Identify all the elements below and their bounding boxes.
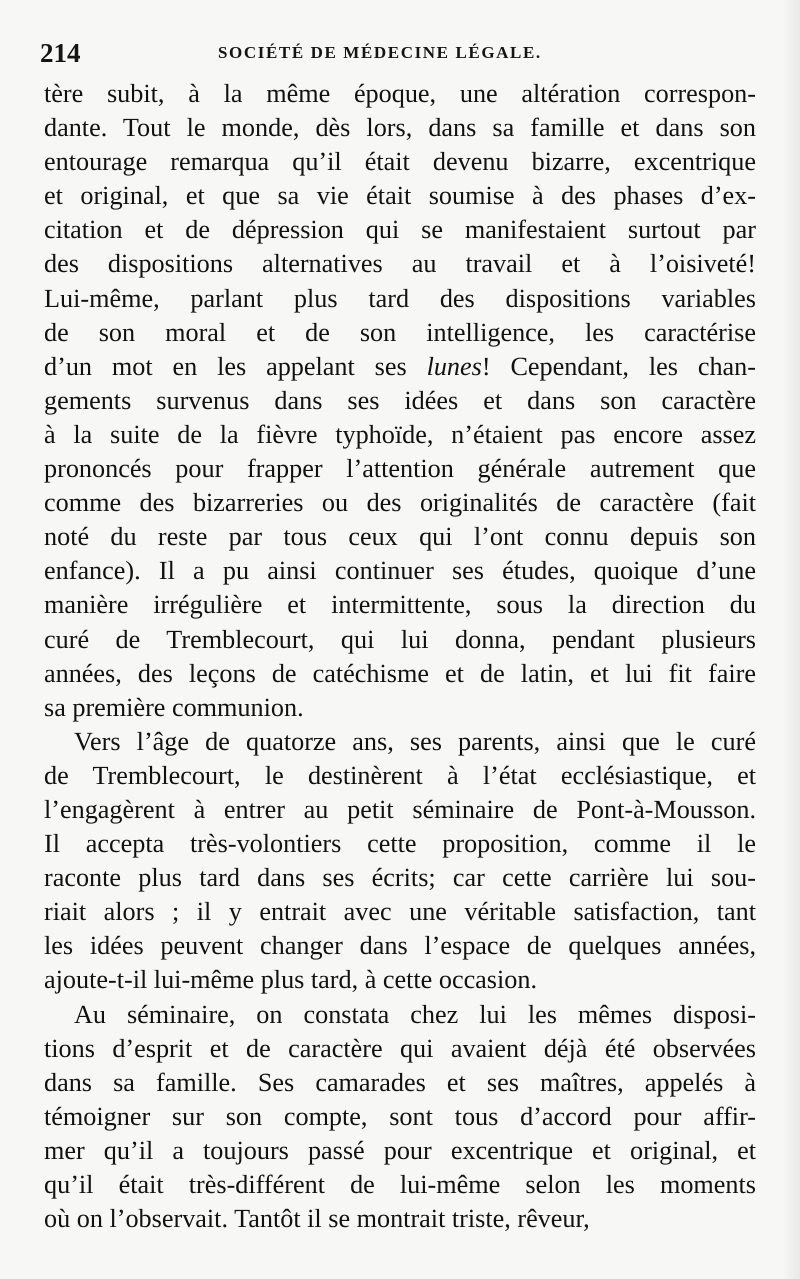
text-line: Lui-même, parlant plus tard des dispositions variables (44, 283, 756, 313)
text-line: de son moral et de son intelligence, les caractérise (44, 317, 756, 347)
text-line: d’un mot en les appelant ses lunes! Cependant, les chan- (44, 351, 756, 381)
text-line: les idées peuvent changer dans l’espace de quelques années, (44, 931, 756, 961)
text-line: ajoute-t-il lui-même plus tard, à cette occasion. (44, 965, 538, 995)
page-edge-shadow (782, 0, 800, 1279)
running-head: SOCIÉTÉ DE MÉDECINE LÉGALE. (218, 43, 542, 62)
text-line: des dispositions alternatives au travail et à l’oisiveté! (44, 249, 756, 279)
text-line: témoigner sur son compte, sont tous d’accord pour affir- (44, 1101, 756, 1131)
body-text (44, 77, 756, 1236)
text-line: gements survenus dans ses idées et dans son caractère (44, 385, 756, 415)
text-line: entourage remarqua qu’il était devenu bizarre, excentrique (44, 147, 756, 177)
paragraph (44, 725, 756, 998)
text-line: l’engagèrent à entrer au petit séminaire de Pont-à-Mousson. (44, 794, 756, 824)
text-line: enfance). Il a pu ainsi continuer ses études, quoique d’une (44, 556, 756, 586)
text-line: noté du reste par tous ceux qui l’ont connu depuis son (44, 522, 756, 552)
text-line: sa première communion. (44, 692, 304, 722)
text-line: Il accepta très-volontiers cette proposition, comme il le (44, 829, 756, 859)
page-number: 214 (40, 38, 81, 68)
text-line: qu’il était très-différent de lui-même selon les moments (44, 1170, 756, 1199)
text-line: et original, et que sa vie était soumise à des phases d’ex- (44, 181, 756, 211)
text-line: à la suite de la fièvre typhoïde, n’étaient pas encore assez (44, 419, 756, 449)
text-line: Vers l’âge de quatorze ans, ses parents, ainsi que le curé (74, 726, 756, 756)
text-line: tère subit, à la même époque, une altération correspon- (44, 79, 756, 108)
text-line: tions d’esprit et de caractère qui avaient déjà été observées (44, 1033, 756, 1063)
text-line: Au séminaire, on constata chez lui les mêmes disposi- (74, 999, 756, 1029)
text-line: raconte plus tard dans ses écrits; car cette carrière lui sou- (44, 863, 756, 893)
text-line: dans sa famille. Ses camarades et ses maîtres, appelés à (44, 1067, 756, 1097)
text-line: de Tremblecourt, le destinèrent à l’état ecclésiastique, et (44, 760, 756, 790)
text-line: prononcés pour frapper l’attention générale autrement que (44, 454, 756, 484)
text-line: curé de Tremblecourt, qui lui donna, pendant plusieurs (44, 624, 756, 654)
text-line: manière irrégulière et intermittente, sous la direction du (44, 590, 756, 620)
paragraph (44, 998, 756, 1237)
text-line: riait alors ; il y entrait avec une véritable satisfaction, tant (44, 897, 756, 927)
text-line: comme des bizarreries ou des originalités de caractère (fait (44, 488, 756, 518)
paragraph (44, 77, 756, 725)
text-line: années, des leçons de catéchisme et de latin, et lui fit faire (44, 658, 756, 688)
text-line: où on l’observait. Tantôt il se montrait triste, rêveur, (44, 1204, 590, 1234)
text-line: citation et de dépression qui se manifestaient surtout par (44, 215, 756, 245)
text-line: mer qu’il a toujours passé pour excentrique et original, et (44, 1135, 756, 1165)
text-line: dante. Tout le monde, dès lors, dans sa famille et dans son (44, 113, 756, 143)
page-header (40, 36, 760, 70)
